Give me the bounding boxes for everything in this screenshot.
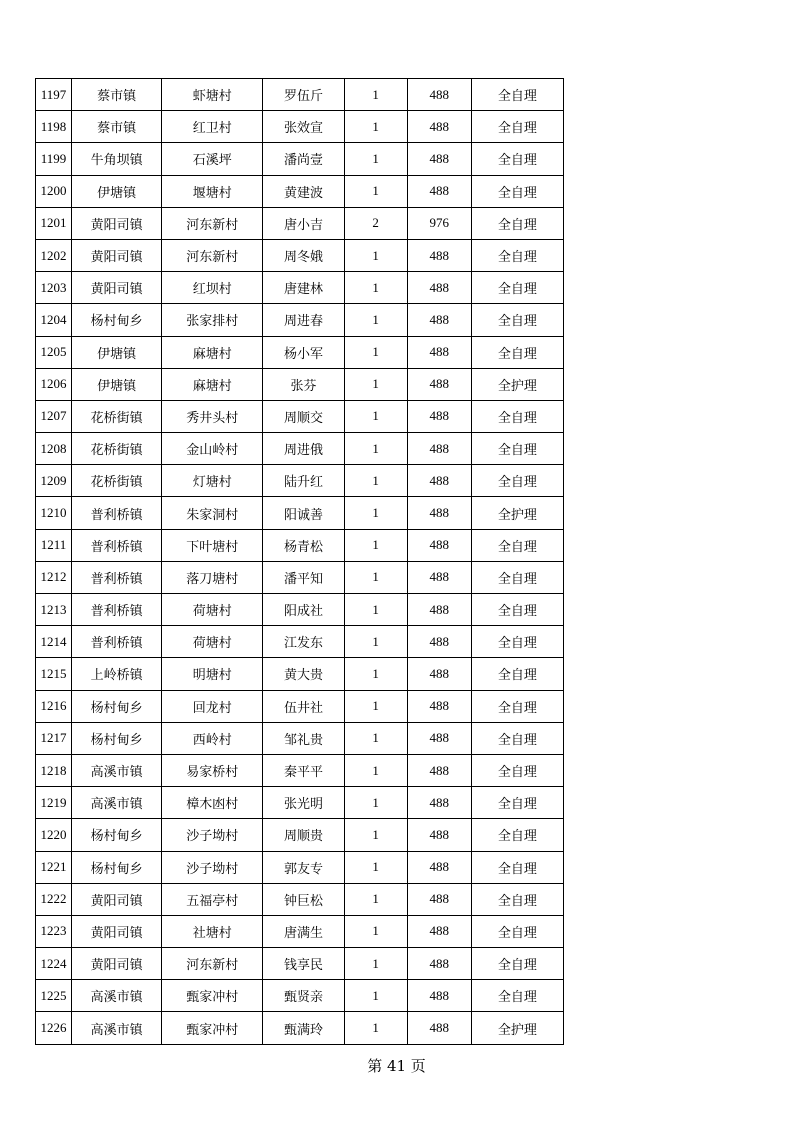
row-id-cell: 1217: [36, 722, 72, 754]
row-id-cell: 1212: [36, 561, 72, 593]
care-type-cell: 全自理: [471, 272, 563, 304]
count-cell: 1: [344, 433, 407, 465]
town-cell: 蔡市镇: [72, 111, 162, 143]
town-cell: 花桥街镇: [72, 400, 162, 432]
count-cell: 1: [344, 239, 407, 271]
town-cell: 伊塘镇: [72, 368, 162, 400]
amount-cell: 488: [407, 433, 471, 465]
town-cell: 高溪市镇: [72, 980, 162, 1012]
town-cell: 花桥街镇: [72, 433, 162, 465]
row-id-cell: 1201: [36, 207, 72, 239]
table-row: [36, 754, 564, 786]
table-row: [36, 239, 564, 271]
table-row: [36, 690, 564, 722]
care-type-cell: 全护理: [471, 368, 563, 400]
amount-cell: 488: [407, 239, 471, 271]
name-cell: 甄满玲: [263, 1012, 344, 1044]
name-cell: 黄建波: [263, 175, 344, 207]
row-id-cell: 1200: [36, 175, 72, 207]
care-type-cell: 全自理: [471, 658, 563, 690]
town-cell: 蔡市镇: [72, 79, 162, 111]
row-id-cell: 1203: [36, 272, 72, 304]
row-id-cell: 1225: [36, 980, 72, 1012]
table-row: [36, 368, 564, 400]
name-cell: 张芬: [263, 368, 344, 400]
village-cell: 回龙村: [162, 690, 263, 722]
table-row: [36, 851, 564, 883]
name-cell: 唐建林: [263, 272, 344, 304]
amount-cell: 488: [407, 948, 471, 980]
village-cell: 落刀塘村: [162, 561, 263, 593]
table-row: [36, 915, 564, 947]
amount-cell: 488: [407, 787, 471, 819]
table-row: [36, 561, 564, 593]
table-row: [36, 787, 564, 819]
village-cell: 易家桥村: [162, 754, 263, 786]
row-id-cell: 1211: [36, 529, 72, 561]
count-cell: 1: [344, 658, 407, 690]
count-cell: 1: [344, 304, 407, 336]
table-row: [36, 336, 564, 368]
row-id-cell: 1216: [36, 690, 72, 722]
village-cell: 沙子坳村: [162, 851, 263, 883]
care-type-cell: 全自理: [471, 754, 563, 786]
village-cell: 西岭村: [162, 722, 263, 754]
care-type-cell: 全自理: [471, 143, 563, 175]
row-id-cell: 1219: [36, 787, 72, 819]
village-cell: 甄家冲村: [162, 1012, 263, 1044]
row-id-cell: 1223: [36, 915, 72, 947]
care-type-cell: 全自理: [471, 400, 563, 432]
care-type-cell: 全护理: [471, 1012, 563, 1044]
count-cell: 1: [344, 626, 407, 658]
care-type-cell: 全自理: [471, 79, 563, 111]
care-type-cell: 全自理: [471, 561, 563, 593]
count-cell: 1: [344, 754, 407, 786]
care-type-cell: 全自理: [471, 465, 563, 497]
amount-cell: 488: [407, 465, 471, 497]
count-cell: 1: [344, 497, 407, 529]
name-cell: 陆升红: [263, 465, 344, 497]
table-row: [36, 626, 564, 658]
count-cell: 1: [344, 851, 407, 883]
village-cell: 沙子坳村: [162, 819, 263, 851]
town-cell: 上岭桥镇: [72, 658, 162, 690]
amount-cell: 488: [407, 819, 471, 851]
table-row: [36, 594, 564, 626]
amount-cell: 488: [407, 1012, 471, 1044]
town-cell: 高溪市镇: [72, 1012, 162, 1044]
name-cell: 张光明: [263, 787, 344, 819]
row-id-cell: 1205: [36, 336, 72, 368]
amount-cell: 488: [407, 915, 471, 947]
name-cell: 周进俄: [263, 433, 344, 465]
village-cell: 甄家冲村: [162, 980, 263, 1012]
count-cell: 1: [344, 594, 407, 626]
name-cell: 周顺贵: [263, 819, 344, 851]
count-cell: 1: [344, 787, 407, 819]
table-row: [36, 143, 564, 175]
row-id-cell: 1197: [36, 79, 72, 111]
care-type-cell: 全自理: [471, 175, 563, 207]
table-row: [36, 497, 564, 529]
row-id-cell: 1202: [36, 239, 72, 271]
village-cell: 秀井头村: [162, 400, 263, 432]
town-cell: 杨村甸乡: [72, 819, 162, 851]
count-cell: 1: [344, 111, 407, 143]
name-cell: 张效宣: [263, 111, 344, 143]
row-id-cell: 1198: [36, 111, 72, 143]
table-row: [36, 948, 564, 980]
count-cell: 1: [344, 272, 407, 304]
town-cell: 黄阳司镇: [72, 883, 162, 915]
amount-cell: 488: [407, 658, 471, 690]
amount-cell: 976: [407, 207, 471, 239]
name-cell: 阳诚善: [263, 497, 344, 529]
row-id-cell: 1207: [36, 400, 72, 432]
village-cell: 堰塘村: [162, 175, 263, 207]
table-row: [36, 433, 564, 465]
town-cell: 高溪市镇: [72, 754, 162, 786]
amount-cell: 488: [407, 79, 471, 111]
table-row: [36, 175, 564, 207]
amount-cell: 488: [407, 883, 471, 915]
amount-cell: 488: [407, 626, 471, 658]
row-id-cell: 1220: [36, 819, 72, 851]
care-type-cell: 全自理: [471, 690, 563, 722]
name-cell: 周进春: [263, 304, 344, 336]
name-cell: 钱享民: [263, 948, 344, 980]
table-row: [36, 207, 564, 239]
village-cell: 樟木凼村: [162, 787, 263, 819]
count-cell: 1: [344, 143, 407, 175]
records-table-body: [36, 79, 564, 1045]
village-cell: 红坝村: [162, 272, 263, 304]
name-cell: 潘平知: [263, 561, 344, 593]
amount-cell: 488: [407, 722, 471, 754]
village-cell: 麻塘村: [162, 368, 263, 400]
table-row: [36, 111, 564, 143]
table-row: [36, 79, 564, 111]
name-cell: 唐满生: [263, 915, 344, 947]
village-cell: 灯塘村: [162, 465, 263, 497]
village-cell: 荷塘村: [162, 594, 263, 626]
table-row: [36, 529, 564, 561]
village-cell: 红卫村: [162, 111, 263, 143]
village-cell: 朱家洞村: [162, 497, 263, 529]
village-cell: 金山岭村: [162, 433, 263, 465]
village-cell: 河东新村: [162, 948, 263, 980]
care-type-cell: 全自理: [471, 207, 563, 239]
row-id-cell: 1215: [36, 658, 72, 690]
table-row: [36, 272, 564, 304]
count-cell: 1: [344, 883, 407, 915]
care-type-cell: 全自理: [471, 915, 563, 947]
name-cell: 钟巨松: [263, 883, 344, 915]
care-type-cell: 全自理: [471, 336, 563, 368]
row-id-cell: 1226: [36, 1012, 72, 1044]
village-cell: 石溪坪: [162, 143, 263, 175]
count-cell: 1: [344, 79, 407, 111]
name-cell: 黄大贵: [263, 658, 344, 690]
amount-cell: 488: [407, 272, 471, 304]
table-row: [36, 658, 564, 690]
amount-cell: 488: [407, 400, 471, 432]
count-cell: 1: [344, 980, 407, 1012]
town-cell: 黄阳司镇: [72, 948, 162, 980]
care-type-cell: 全自理: [471, 722, 563, 754]
town-cell: 普利桥镇: [72, 626, 162, 658]
town-cell: 杨村甸乡: [72, 722, 162, 754]
amount-cell: 488: [407, 561, 471, 593]
name-cell: 江发东: [263, 626, 344, 658]
amount-cell: 488: [407, 143, 471, 175]
amount-cell: 488: [407, 690, 471, 722]
row-id-cell: 1213: [36, 594, 72, 626]
row-id-cell: 1218: [36, 754, 72, 786]
care-type-cell: 全自理: [471, 980, 563, 1012]
village-cell: 河东新村: [162, 239, 263, 271]
care-type-cell: 全自理: [471, 433, 563, 465]
care-type-cell: 全自理: [471, 111, 563, 143]
town-cell: 普利桥镇: [72, 529, 162, 561]
count-cell: 2: [344, 207, 407, 239]
row-id-cell: 1224: [36, 948, 72, 980]
count-cell: 1: [344, 948, 407, 980]
town-cell: 牛角坝镇: [72, 143, 162, 175]
name-cell: 杨小军: [263, 336, 344, 368]
town-cell: 伊塘镇: [72, 336, 162, 368]
village-cell: 明塘村: [162, 658, 263, 690]
table-row: [36, 1012, 564, 1044]
care-type-cell: 全自理: [471, 787, 563, 819]
care-type-cell: 全自理: [471, 819, 563, 851]
count-cell: 1: [344, 690, 407, 722]
amount-cell: 488: [407, 111, 471, 143]
count-cell: 1: [344, 1012, 407, 1044]
name-cell: 杨青松: [263, 529, 344, 561]
table-row: [36, 465, 564, 497]
row-id-cell: 1206: [36, 368, 72, 400]
amount-cell: 488: [407, 980, 471, 1012]
table-row: [36, 400, 564, 432]
count-cell: 1: [344, 722, 407, 754]
care-type-cell: 全自理: [471, 529, 563, 561]
table-row: [36, 819, 564, 851]
amount-cell: 488: [407, 336, 471, 368]
care-type-cell: 全自理: [471, 883, 563, 915]
care-type-cell: 全自理: [471, 239, 563, 271]
care-type-cell: 全自理: [471, 594, 563, 626]
name-cell: 伍井社: [263, 690, 344, 722]
count-cell: 1: [344, 819, 407, 851]
count-cell: 1: [344, 400, 407, 432]
amount-cell: 488: [407, 529, 471, 561]
count-cell: 1: [344, 336, 407, 368]
name-cell: 周顺交: [263, 400, 344, 432]
name-cell: 阳成社: [263, 594, 344, 626]
count-cell: 1: [344, 368, 407, 400]
row-id-cell: 1204: [36, 304, 72, 336]
town-cell: 普利桥镇: [72, 497, 162, 529]
name-cell: 罗伍斤: [263, 79, 344, 111]
row-id-cell: 1221: [36, 851, 72, 883]
amount-cell: 488: [407, 594, 471, 626]
table-row: [36, 304, 564, 336]
row-id-cell: 1199: [36, 143, 72, 175]
row-id-cell: 1214: [36, 626, 72, 658]
count-cell: 1: [344, 465, 407, 497]
care-type-cell: 全自理: [471, 948, 563, 980]
town-cell: 杨村甸乡: [72, 304, 162, 336]
name-cell: 邹礼贵: [263, 722, 344, 754]
town-cell: 伊塘镇: [72, 175, 162, 207]
village-cell: 五福亭村: [162, 883, 263, 915]
table-row: [36, 980, 564, 1012]
village-cell: 张家排村: [162, 304, 263, 336]
row-id-cell: 1208: [36, 433, 72, 465]
table-row: [36, 883, 564, 915]
town-cell: 黄阳司镇: [72, 207, 162, 239]
page-number: 第 41 页: [367, 1057, 426, 1075]
amount-cell: 488: [407, 368, 471, 400]
care-type-cell: 全自理: [471, 851, 563, 883]
village-cell: 虾塘村: [162, 79, 263, 111]
amount-cell: 488: [407, 304, 471, 336]
care-type-cell: 全护理: [471, 497, 563, 529]
village-cell: 麻塘村: [162, 336, 263, 368]
town-cell: 普利桥镇: [72, 594, 162, 626]
town-cell: 高溪市镇: [72, 787, 162, 819]
name-cell: 秦平平: [263, 754, 344, 786]
town-cell: 杨村甸乡: [72, 851, 162, 883]
amount-cell: 488: [407, 175, 471, 207]
name-cell: 甄贤亲: [263, 980, 344, 1012]
care-type-cell: 全自理: [471, 626, 563, 658]
town-cell: 杨村甸乡: [72, 690, 162, 722]
amount-cell: 488: [407, 851, 471, 883]
amount-cell: 488: [407, 497, 471, 529]
count-cell: 1: [344, 561, 407, 593]
name-cell: 潘尚壹: [263, 143, 344, 175]
village-cell: 下叶塘村: [162, 529, 263, 561]
row-id-cell: 1222: [36, 883, 72, 915]
town-cell: 黄阳司镇: [72, 915, 162, 947]
table-row: [36, 722, 564, 754]
records-table: [35, 78, 564, 1045]
village-cell: 荷塘村: [162, 626, 263, 658]
village-cell: 社塘村: [162, 915, 263, 947]
care-type-cell: 全自理: [471, 304, 563, 336]
town-cell: 普利桥镇: [72, 561, 162, 593]
row-id-cell: 1209: [36, 465, 72, 497]
name-cell: 周冬娥: [263, 239, 344, 271]
amount-cell: 488: [407, 754, 471, 786]
town-cell: 黄阳司镇: [72, 239, 162, 271]
count-cell: 1: [344, 175, 407, 207]
count-cell: 1: [344, 915, 407, 947]
town-cell: 黄阳司镇: [72, 272, 162, 304]
town-cell: 花桥街镇: [72, 465, 162, 497]
name-cell: 郭友专: [263, 851, 344, 883]
count-cell: 1: [344, 529, 407, 561]
village-cell: 河东新村: [162, 207, 263, 239]
name-cell: 唐小吉: [263, 207, 344, 239]
row-id-cell: 1210: [36, 497, 72, 529]
